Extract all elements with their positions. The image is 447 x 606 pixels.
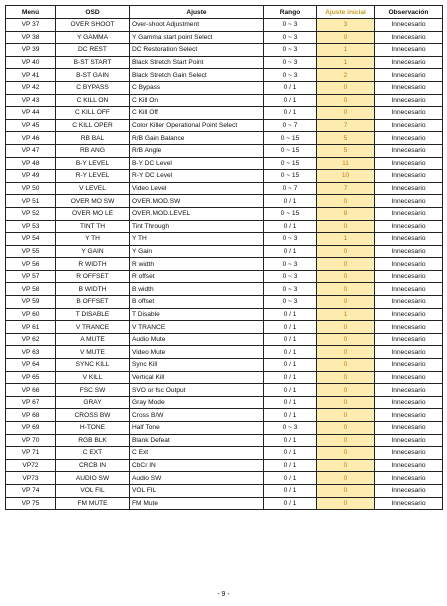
cell-menu: VP 53 <box>6 220 56 233</box>
table-row <box>6 270 443 283</box>
cell-ajuste-inicial: 0 <box>317 346 375 359</box>
cell-observacion: Innecesario <box>375 396 443 409</box>
header-menu: Menú <box>6 6 56 19</box>
cell-osd: OVER MO LE <box>56 207 130 220</box>
cell-rango: 0 / 1 <box>264 497 317 510</box>
cell-menu: VP72 <box>6 459 56 472</box>
table-row <box>6 384 443 397</box>
table-row <box>6 245 443 258</box>
cell-ajuste-inicial: 0 <box>317 31 375 44</box>
cell-ajuste-inicial: 7 <box>317 182 375 195</box>
table-row <box>6 220 443 233</box>
cell-ajuste: Color Killer Operational Point Select <box>130 119 264 132</box>
cell-osd: RB ANG <box>56 144 130 157</box>
cell-ajuste-inicial: 10 <box>317 170 375 183</box>
cell-ajuste-inicial: 0 <box>317 270 375 283</box>
cell-ajuste-inicial: 0 <box>317 384 375 397</box>
table-row <box>6 371 443 384</box>
cell-observacion: Innecesario <box>375 497 443 510</box>
cell-rango: 0 ~ 3 <box>264 258 317 271</box>
cell-ajuste-inicial: 0 <box>317 94 375 107</box>
cell-menu: VP 45 <box>6 119 56 132</box>
table-body <box>6 19 443 510</box>
cell-ajuste: Video Mute <box>130 346 264 359</box>
cell-rango: 0 ~ 3 <box>264 283 317 296</box>
cell-ajuste-inicial: 7 <box>317 119 375 132</box>
cell-osd: B WIDTH <box>56 283 130 296</box>
table-row <box>6 81 443 94</box>
cell-rango: 0 ~ 15 <box>264 157 317 170</box>
header-observacion: Observación <box>375 6 443 19</box>
cell-osd: R WIDTH <box>56 258 130 271</box>
cell-menu: VP 68 <box>6 409 56 422</box>
cell-observacion: Innecesario <box>375 144 443 157</box>
cell-rango: 0 / 1 <box>264 81 317 94</box>
cell-menu: VP 65 <box>6 371 56 384</box>
table-row <box>6 308 443 321</box>
cell-osd: DC REST <box>56 44 130 57</box>
cell-menu: VP 46 <box>6 132 56 145</box>
cell-rango: 0 / 1 <box>264 220 317 233</box>
cell-ajuste: Y TH <box>130 233 264 246</box>
cell-osd: AUDIO SW <box>56 472 130 485</box>
cell-rango: 0 ~ 3 <box>264 296 317 309</box>
cell-osd: RGB BLK <box>56 434 130 447</box>
table-row <box>6 409 443 422</box>
cell-rango: 0 / 1 <box>264 409 317 422</box>
cell-ajuste-inicial: 0 <box>317 321 375 334</box>
table-row <box>6 195 443 208</box>
cell-ajuste: B-Y DC Level <box>130 157 264 170</box>
cell-menu: VP 44 <box>6 107 56 120</box>
cell-observacion: Innecesario <box>375 283 443 296</box>
cell-menu: VP 52 <box>6 207 56 220</box>
cell-osd: H-TONE <box>56 422 130 435</box>
cell-observacion: Innecesario <box>375 233 443 246</box>
cell-rango: 0 ~ 3 <box>264 19 317 32</box>
cell-ajuste-inicial: 0 <box>317 484 375 497</box>
cell-osd: V MUTE <box>56 346 130 359</box>
cell-menu: VP73 <box>6 472 56 485</box>
cell-ajuste-inicial: 0 <box>317 220 375 233</box>
cell-rango: 0 ~ 3 <box>264 44 317 57</box>
cell-osd: FSC SW <box>56 384 130 397</box>
cell-menu: VP 47 <box>6 144 56 157</box>
cell-menu: VP 42 <box>6 81 56 94</box>
cell-observacion: Innecesario <box>375 157 443 170</box>
header-ajuste-inicial: Ajuste inicial <box>317 6 375 19</box>
cell-rango: 0 ~ 3 <box>264 31 317 44</box>
cell-ajuste: B offset <box>130 296 264 309</box>
cell-observacion: Innecesario <box>375 207 443 220</box>
cell-observacion: Innecesario <box>375 245 443 258</box>
cell-ajuste-inicial: 0 <box>317 371 375 384</box>
cell-osd: C BYPASS <box>56 81 130 94</box>
table-row <box>6 459 443 472</box>
cell-observacion: Innecesario <box>375 472 443 485</box>
cell-ajuste-inicial: 0 <box>317 497 375 510</box>
cell-osd: FM MUTE <box>56 497 130 510</box>
cell-observacion: Innecesario <box>375 308 443 321</box>
cell-rango: 0 ~ 3 <box>264 69 317 82</box>
cell-osd: GRAY <box>56 396 130 409</box>
cell-observacion: Innecesario <box>375 195 443 208</box>
settings-table <box>5 5 443 510</box>
table-header <box>6 6 443 19</box>
cell-menu: VP 38 <box>6 31 56 44</box>
cell-ajuste-inicial: 1 <box>317 44 375 57</box>
header-osd: OSD <box>56 6 130 19</box>
header-row <box>6 6 443 19</box>
cell-menu: VP 48 <box>6 157 56 170</box>
table-row <box>6 107 443 120</box>
cell-observacion: Innecesario <box>375 94 443 107</box>
cell-ajuste: Audio Mute <box>130 333 264 346</box>
cell-menu: VP 49 <box>6 170 56 183</box>
cell-ajuste-inicial: 0 <box>317 409 375 422</box>
cell-osd: T DISABLE <box>56 308 130 321</box>
cell-observacion: Innecesario <box>375 19 443 32</box>
table-row <box>6 207 443 220</box>
cell-ajuste-inicial: 5 <box>317 144 375 157</box>
cell-observacion: Innecesario <box>375 333 443 346</box>
cell-ajuste-inicial: 2 <box>317 69 375 82</box>
cell-osd: V KILL <box>56 371 130 384</box>
cell-observacion: Innecesario <box>375 119 443 132</box>
cell-ajuste: DC Restoration Select <box>130 44 264 57</box>
table-row <box>6 283 443 296</box>
cell-ajuste: Black Stretch Gain Select <box>130 69 264 82</box>
cell-menu: VP 74 <box>6 484 56 497</box>
cell-menu: VP 67 <box>6 396 56 409</box>
cell-rango: 0 / 1 <box>264 308 317 321</box>
cell-ajuste-inicial: 0 <box>317 359 375 372</box>
cell-rango: 0 / 1 <box>264 434 317 447</box>
table-row <box>6 44 443 57</box>
table-row <box>6 69 443 82</box>
cell-menu: VP 51 <box>6 195 56 208</box>
cell-ajuste-inicial: 0 <box>317 434 375 447</box>
cell-rango: 0 ~ 15 <box>264 170 317 183</box>
cell-observacion: Innecesario <box>375 484 443 497</box>
cell-observacion: Innecesario <box>375 321 443 334</box>
cell-osd: Y GAMMA <box>56 31 130 44</box>
cell-rango: 0 / 1 <box>264 459 317 472</box>
cell-ajuste: CbCr IN <box>130 459 264 472</box>
cell-ajuste-inicial: 3 <box>317 19 375 32</box>
table-row <box>6 233 443 246</box>
cell-ajuste: Y Gain <box>130 245 264 258</box>
cell-menu: VP 75 <box>6 497 56 510</box>
cell-observacion: Innecesario <box>375 69 443 82</box>
cell-osd: B-ST GAIN <box>56 69 130 82</box>
cell-ajuste: Cross B/W <box>130 409 264 422</box>
cell-ajuste: Over-shoot Adjustment <box>130 19 264 32</box>
table-row <box>6 396 443 409</box>
cell-observacion: Innecesario <box>375 107 443 120</box>
cell-observacion: Innecesario <box>375 258 443 271</box>
cell-ajuste: V TRANCE <box>130 321 264 334</box>
table-row <box>6 296 443 309</box>
cell-menu: VP 39 <box>6 44 56 57</box>
cell-menu: VP 64 <box>6 359 56 372</box>
cell-menu: VP 59 <box>6 296 56 309</box>
cell-rango: 0 / 1 <box>264 195 317 208</box>
table-row <box>6 321 443 334</box>
cell-ajuste-inicial: 0 <box>317 81 375 94</box>
cell-ajuste-inicial: 0 <box>317 245 375 258</box>
cell-rango: 0 ~ 15 <box>264 132 317 145</box>
cell-observacion: Innecesario <box>375 170 443 183</box>
cell-menu: VP 58 <box>6 283 56 296</box>
cell-ajuste: OVER.MOD.SW <box>130 195 264 208</box>
cell-osd: SYNC KILL <box>56 359 130 372</box>
cell-ajuste: B width <box>130 283 264 296</box>
cell-osd: C EXT <box>56 447 130 460</box>
cell-rango: 0 ~ 3 <box>264 422 317 435</box>
cell-ajuste: R/B Angle <box>130 144 264 157</box>
table-row <box>6 182 443 195</box>
cell-observacion: Innecesario <box>375 270 443 283</box>
cell-rango: 0 ~ 3 <box>264 270 317 283</box>
cell-menu: VP 56 <box>6 258 56 271</box>
cell-observacion: Innecesario <box>375 132 443 145</box>
table-row <box>6 132 443 145</box>
cell-observacion: Innecesario <box>375 44 443 57</box>
cell-menu: VP 50 <box>6 182 56 195</box>
cell-ajuste: R offset <box>130 270 264 283</box>
cell-rango: 0 / 1 <box>264 396 317 409</box>
cell-rango: 0 ~ 3 <box>264 56 317 69</box>
cell-ajuste-inicial: 1 <box>317 56 375 69</box>
cell-ajuste: Gray Mode <box>130 396 264 409</box>
cell-ajuste-inicial: 0 <box>317 195 375 208</box>
cell-menu: VP 66 <box>6 384 56 397</box>
cell-menu: VP 43 <box>6 94 56 107</box>
cell-rango: 0 ~ 15 <box>264 144 317 157</box>
cell-rango: 0 / 1 <box>264 321 317 334</box>
table-row <box>6 94 443 107</box>
cell-ajuste: C Kill On <box>130 94 264 107</box>
cell-menu: VP 61 <box>6 321 56 334</box>
cell-ajuste: Tint Through <box>130 220 264 233</box>
cell-osd: CRCB IN <box>56 459 130 472</box>
cell-observacion: Innecesario <box>375 81 443 94</box>
cell-ajuste: C Bypass <box>130 81 264 94</box>
cell-osd: B-Y LEVEL <box>56 157 130 170</box>
cell-menu: VP 69 <box>6 422 56 435</box>
table-row <box>6 472 443 485</box>
cell-osd: TINT TH <box>56 220 130 233</box>
table-row <box>6 447 443 460</box>
cell-observacion: Innecesario <box>375 384 443 397</box>
cell-osd: C KILL ON <box>56 94 130 107</box>
cell-rango: 0 / 1 <box>264 371 317 384</box>
cell-ajuste: Y Gamma start point Select <box>130 31 264 44</box>
cell-ajuste-inicial: 5 <box>317 132 375 145</box>
cell-osd: OVER SHOOT <box>56 19 130 32</box>
cell-menu: VP 54 <box>6 233 56 246</box>
cell-ajuste-inicial: 8 <box>317 207 375 220</box>
cell-observacion: Innecesario <box>375 296 443 309</box>
cell-ajuste-inicial: 0 <box>317 296 375 309</box>
cell-rango: 0 ~ 3 <box>264 233 317 246</box>
cell-osd: Y GAIN <box>56 245 130 258</box>
cell-ajuste: Blank Defeat <box>130 434 264 447</box>
cell-menu: VP 71 <box>6 447 56 460</box>
cell-observacion: Innecesario <box>375 31 443 44</box>
cell-menu: VP 62 <box>6 333 56 346</box>
cell-osd: CROSS BW <box>56 409 130 422</box>
cell-ajuste-inicial: 0 <box>317 107 375 120</box>
cell-observacion: Innecesario <box>375 422 443 435</box>
cell-observacion: Innecesario <box>375 56 443 69</box>
cell-menu: VP 55 <box>6 245 56 258</box>
cell-ajuste-inicial: 0 <box>317 258 375 271</box>
cell-ajuste: Video Level <box>130 182 264 195</box>
cell-menu: VP 63 <box>6 346 56 359</box>
cell-menu: VP 41 <box>6 69 56 82</box>
cell-observacion: Innecesario <box>375 434 443 447</box>
cell-osd: A MUTE <box>56 333 130 346</box>
cell-ajuste: OVER.MOD.LEVEL <box>130 207 264 220</box>
cell-ajuste: FM Mute <box>130 497 264 510</box>
cell-ajuste-inicial: 11 <box>317 157 375 170</box>
cell-observacion: Innecesario <box>375 459 443 472</box>
table-row <box>6 359 443 372</box>
cell-rango: 0 ~ 7 <box>264 119 317 132</box>
cell-rango: 0 ~ 15 <box>264 207 317 220</box>
cell-rango: 0 / 1 <box>264 359 317 372</box>
table-row <box>6 119 443 132</box>
table-row <box>6 434 443 447</box>
cell-osd: B OFFSET <box>56 296 130 309</box>
cell-ajuste-inicial: 0 <box>317 283 375 296</box>
cell-osd: V LEVEL <box>56 182 130 195</box>
cell-ajuste-inicial: 0 <box>317 396 375 409</box>
cell-menu: VP 37 <box>6 19 56 32</box>
cell-observacion: Innecesario <box>375 359 443 372</box>
cell-rango: 0 / 1 <box>264 107 317 120</box>
cell-ajuste-inicial: 0 <box>317 459 375 472</box>
cell-osd: C KILL OFF <box>56 107 130 120</box>
cell-ajuste: Audio SW <box>130 472 264 485</box>
cell-menu: VP 40 <box>6 56 56 69</box>
cell-osd: Y TH <box>56 233 130 246</box>
cell-osd: C KILL OPER <box>56 119 130 132</box>
table-row <box>6 422 443 435</box>
cell-osd: OVER MO SW <box>56 195 130 208</box>
cell-osd: V TRANCE <box>56 321 130 334</box>
cell-rango: 0 / 1 <box>264 245 317 258</box>
cell-osd: R OFFSET <box>56 270 130 283</box>
cell-ajuste: Half Tone <box>130 422 264 435</box>
cell-observacion: Innecesario <box>375 346 443 359</box>
cell-observacion: Innecesario <box>375 182 443 195</box>
cell-ajuste: Black Stretch Start Point <box>130 56 264 69</box>
header-rango: Rango <box>264 6 317 19</box>
table-row <box>6 170 443 183</box>
cell-ajuste: VOL FIL <box>130 484 264 497</box>
page-number: - 9 - <box>217 591 230 598</box>
cell-observacion: Innecesario <box>375 409 443 422</box>
cell-rango: 0 / 1 <box>264 472 317 485</box>
table-row <box>6 19 443 32</box>
cell-osd: RB BAL <box>56 132 130 145</box>
cell-osd: B-ST START <box>56 56 130 69</box>
cell-rango: 0 ~ 7 <box>264 182 317 195</box>
table-row <box>6 346 443 359</box>
cell-ajuste: R/B Gain Balance <box>130 132 264 145</box>
table-row <box>6 157 443 170</box>
cell-rango: 0 / 1 <box>264 346 317 359</box>
table-row <box>6 31 443 44</box>
cell-observacion: Innecesario <box>375 371 443 384</box>
cell-ajuste-inicial: 0 <box>317 333 375 346</box>
cell-ajuste: Sync Kill <box>130 359 264 372</box>
cell-ajuste-inicial: 0 <box>317 472 375 485</box>
table-row <box>6 56 443 69</box>
cell-ajuste: T Disable <box>130 308 264 321</box>
cell-ajuste: SVO or fsc Output <box>130 384 264 397</box>
cell-ajuste-inicial: 1 <box>317 308 375 321</box>
cell-ajuste: R width <box>130 258 264 271</box>
cell-ajuste-inicial: 1 <box>317 233 375 246</box>
cell-ajuste-inicial: 0 <box>317 447 375 460</box>
table-row <box>6 484 443 497</box>
cell-rango: 0 / 1 <box>264 484 317 497</box>
cell-menu: VP 70 <box>6 434 56 447</box>
cell-rango: 0 / 1 <box>264 333 317 346</box>
table-row <box>6 144 443 157</box>
cell-ajuste-inicial: 0 <box>317 422 375 435</box>
cell-osd: VOL FIL <box>56 484 130 497</box>
cell-rango: 0 / 1 <box>264 447 317 460</box>
cell-osd: R-Y LEVEL <box>56 170 130 183</box>
header-ajuste: Ajuste <box>130 6 264 19</box>
table-row <box>6 258 443 271</box>
cell-rango: 0 / 1 <box>264 94 317 107</box>
cell-ajuste: C Ext <box>130 447 264 460</box>
cell-observacion: Innecesario <box>375 447 443 460</box>
cell-ajuste: Vertical Kill <box>130 371 264 384</box>
cell-observacion: Innecesario <box>375 220 443 233</box>
cell-menu: VP 60 <box>6 308 56 321</box>
cell-ajuste: C Kill Off <box>130 107 264 120</box>
cell-ajuste: R-Y DC Level <box>130 170 264 183</box>
cell-menu: VP 57 <box>6 270 56 283</box>
table-row <box>6 333 443 346</box>
cell-rango: 0 / 1 <box>264 384 317 397</box>
table-row <box>6 497 443 510</box>
